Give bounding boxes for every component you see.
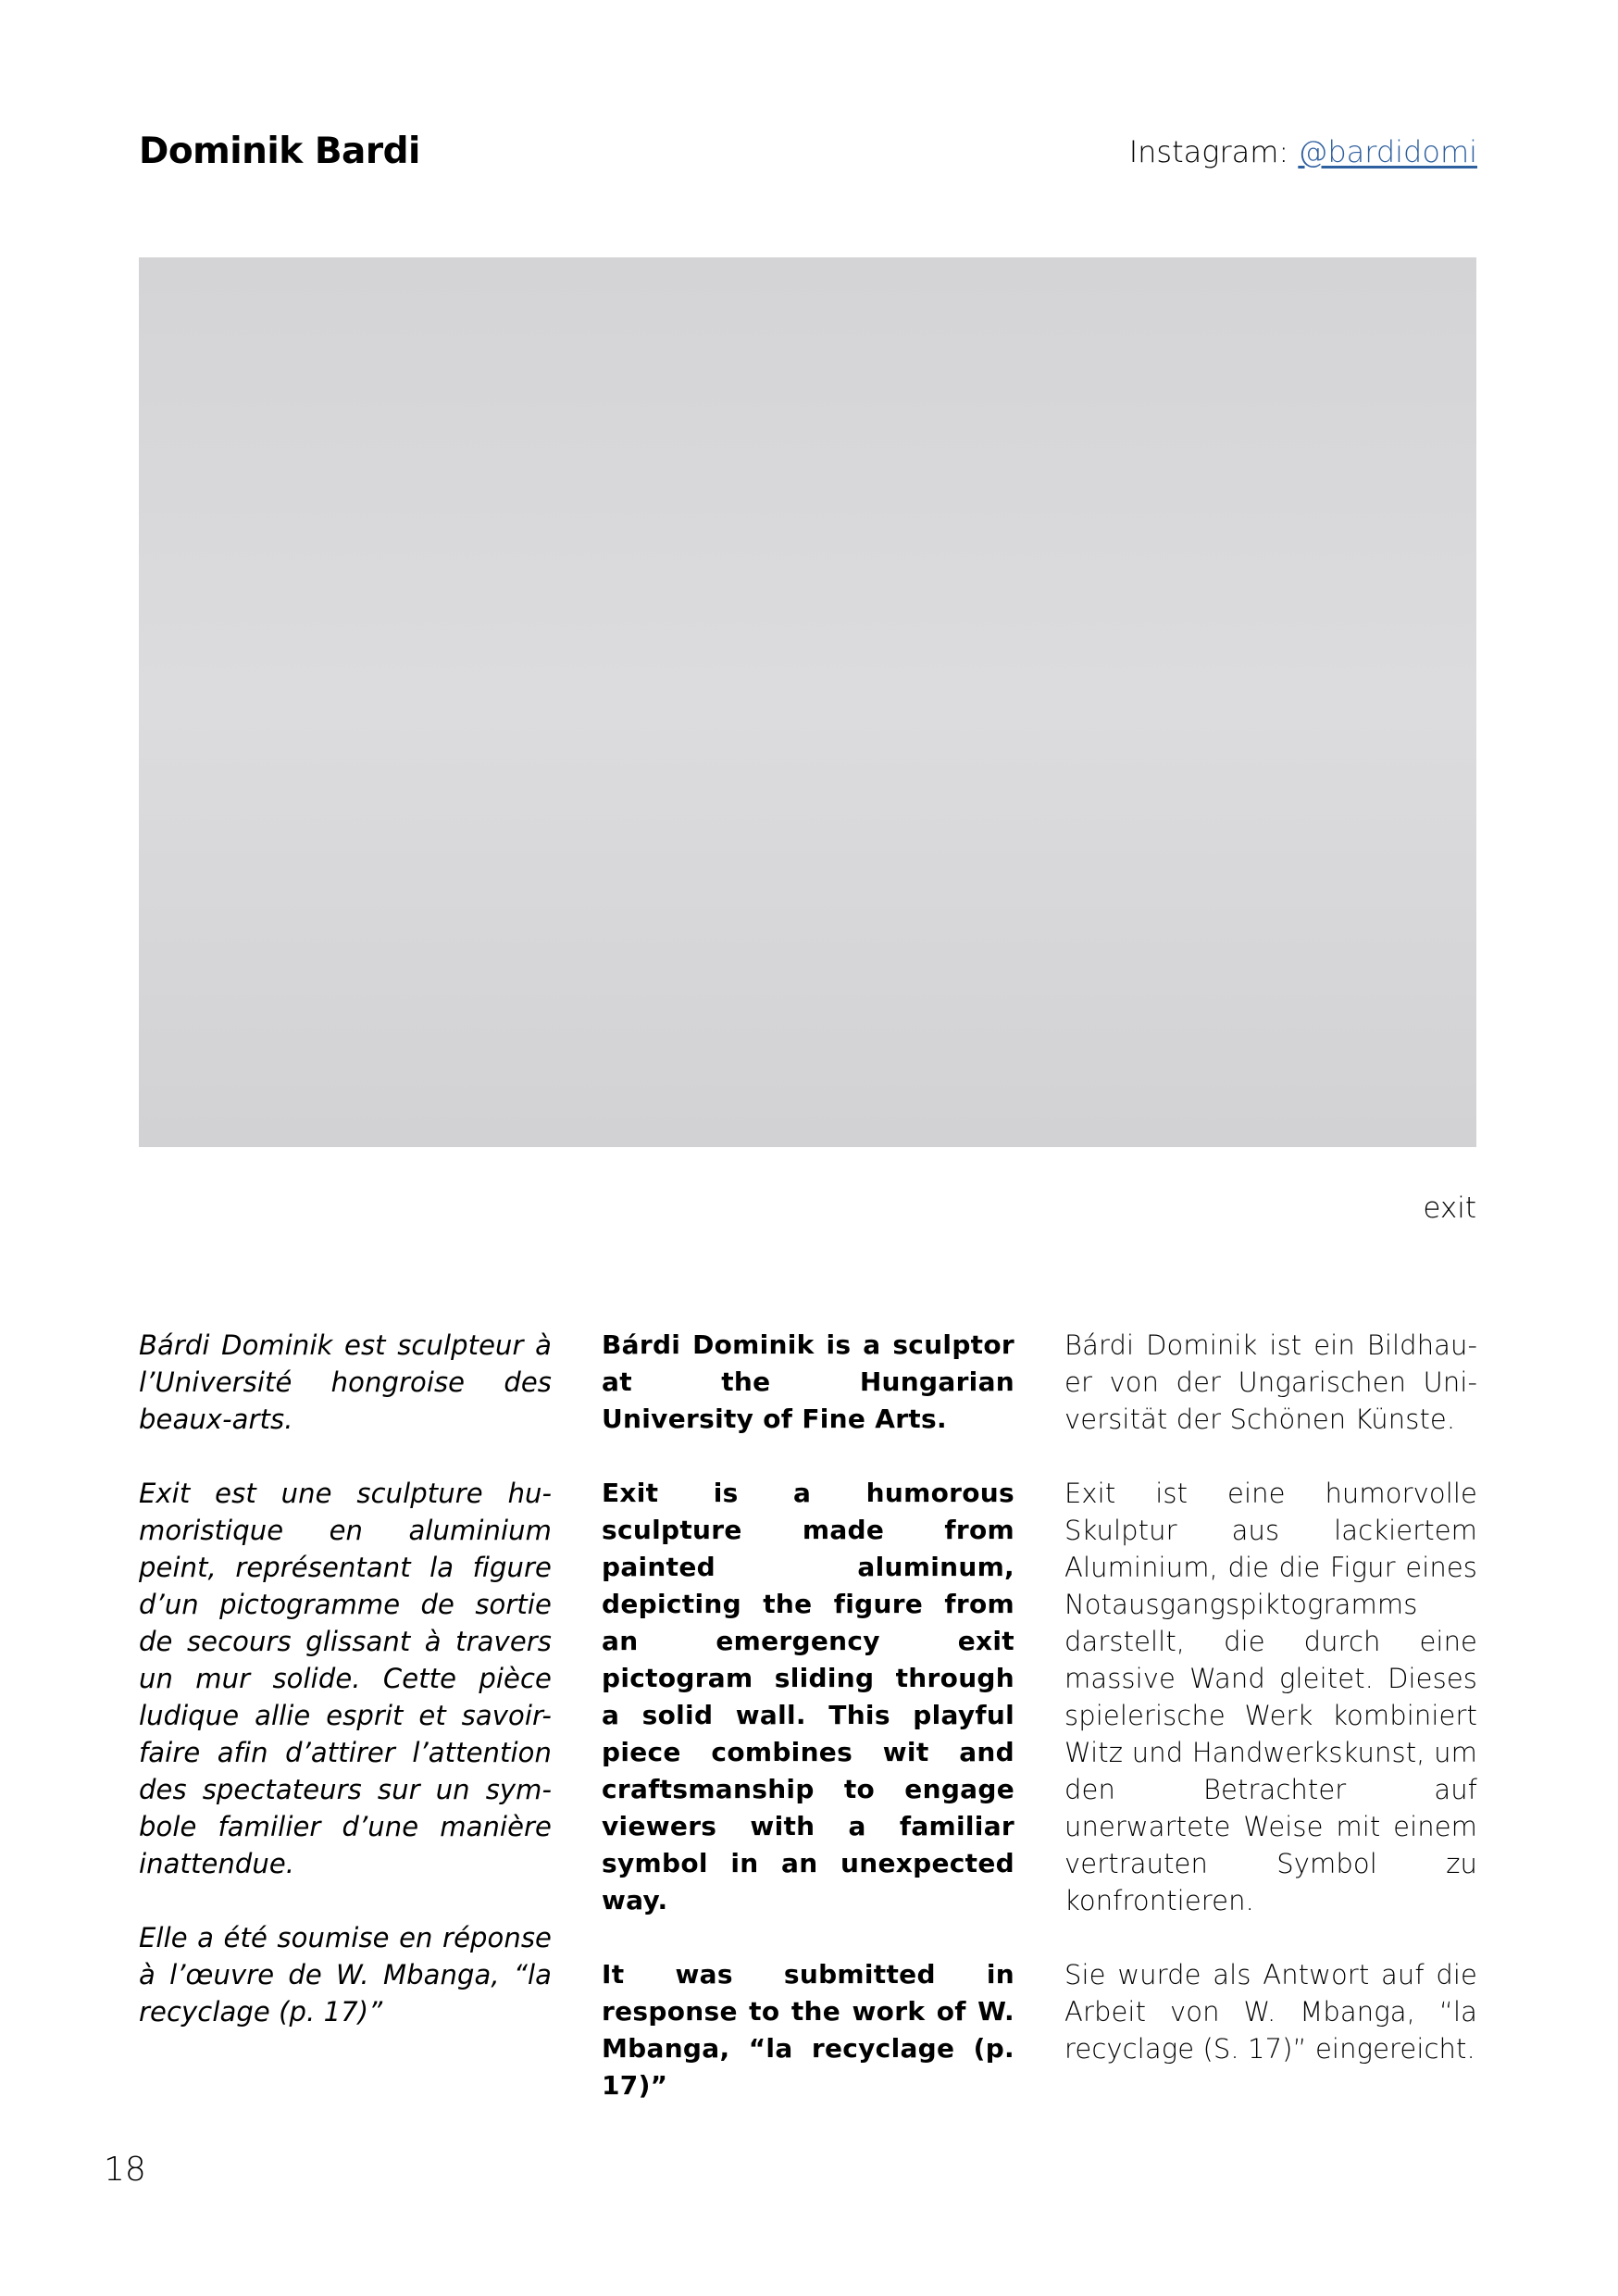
artwork-caption: exit xyxy=(1423,1192,1476,1225)
text-column-german xyxy=(1064,1327,1477,2104)
instagram-line xyxy=(1129,130,1477,174)
artwork-photo xyxy=(139,257,1476,1147)
wall-background xyxy=(139,257,1476,1147)
french-paragraph: Exit est une sculpture humoristique en aluminium peint, représentant la figure d’un pictogramme de sortie de secours glissant à travers un mur solide. Cette pièce ludique allie esprit et savoir-faire afin d’attirer l’attention des spectateurs sur un symbole familier d’une manière inattendue. xyxy=(139,1478,552,1879)
instagram-handle-link[interactable]: @bardidomi xyxy=(1298,134,1477,169)
sculpture-illustration xyxy=(139,257,1476,1147)
text-column-english xyxy=(602,1327,1014,2141)
german-paragraph: Exit ist eine humorvolle Skulptur aus lackiertem Aluminium, die die Figur eines Notausgangspiktogramms darstellt, die durch eine massive Wand gleitet. Dieses spielerische Werk kombiniert Witz und Handwerkskunst, um den Betrachter auf unerwartete Weise mit einem vertrauten Symbol zu konfrontieren. xyxy=(1064,1478,1477,1916)
french-paragraph: Elle a été soumise en réponse à l’œuvre de W. Mbanga, “la recyclage (p. 17)” xyxy=(139,1922,552,2028)
english-paragraph: Exit is a humorous sculpture made from painted aluminum, depicting the figure from an emergency exit pictogram sliding through a solid wall. This playful piece combines wit and craftsmanship to engage viewers with a familiar symbol in an unexpected way. xyxy=(602,1478,1014,1915)
instagram-label: Instagram: xyxy=(1128,134,1299,169)
english-paragraph: It was submitted in response to the work of W. Mbanga, “la recyclage (p. 17)” xyxy=(602,1959,1014,2101)
english-paragraph: Bárdi Dominik is a sculptor at the Hungarian University of Fine Arts. xyxy=(602,1329,1014,1434)
artist-name-heading: Dominik Bardi xyxy=(139,131,420,172)
text-column-french xyxy=(139,1327,552,2067)
german-paragraph: Bárdi Dominik ist ein Bildhauer von der Ungarischen Universität der Schönen Künste. xyxy=(1064,1329,1477,1435)
french-paragraph: Bárdi Dominik est sculpteur à l’Université hongroise des beaux-arts. xyxy=(139,1329,552,1435)
german-paragraph: Sie wurde als Antwort auf die Arbeit von W. Mbanga, “la recyclage (S. 17)” eingereicht. xyxy=(1064,1959,1477,2065)
page-number: 18 xyxy=(104,2151,146,2189)
